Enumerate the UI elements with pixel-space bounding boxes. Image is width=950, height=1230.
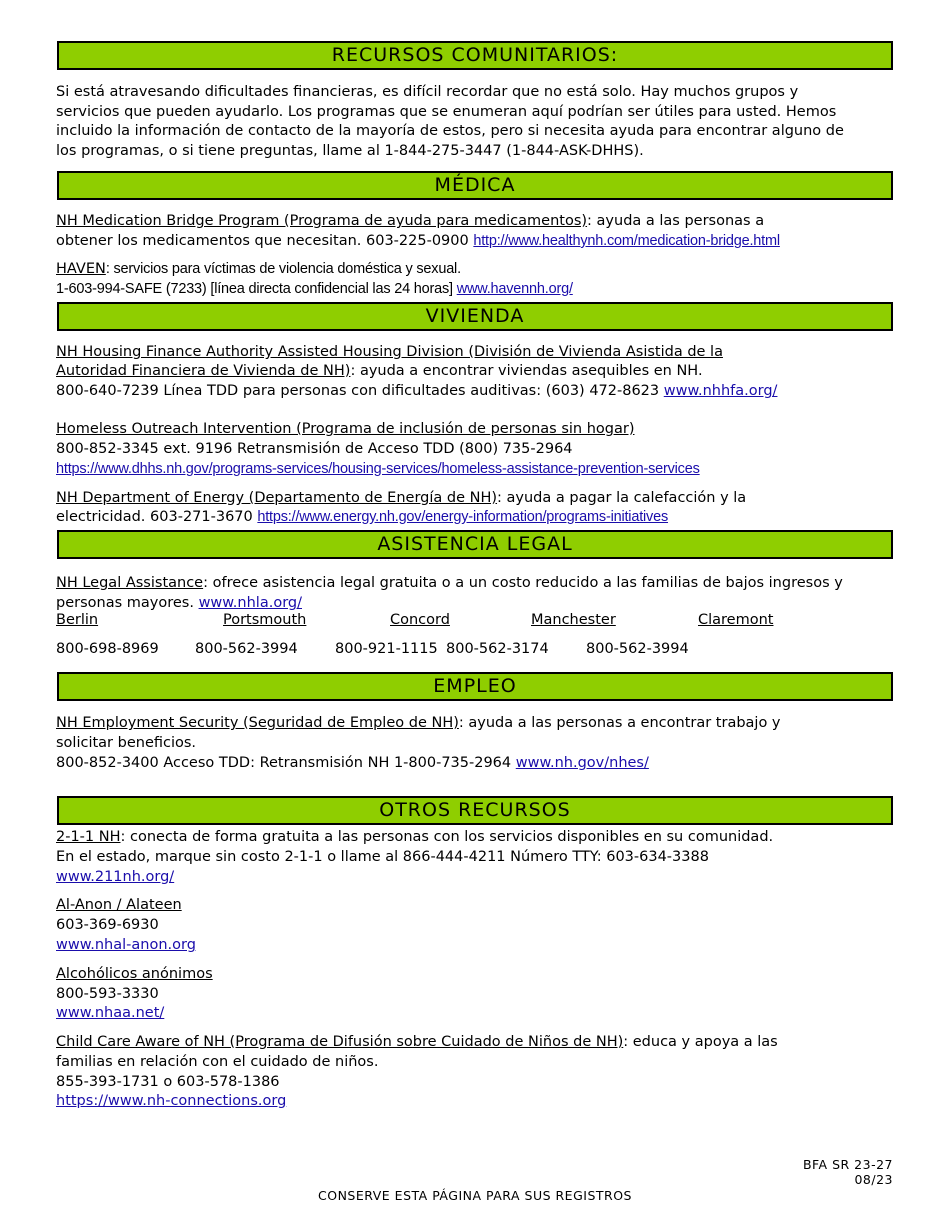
homeless-line-1 — [56, 419, 634, 439]
r211-desc-cont: En el estado, marque sin costo 2-1-1 o llame al 866-444-4211 Número TTY: 603-634-3388 — [56, 849, 709, 865]
form-id: BFA SR 23-27 — [802, 1157, 893, 1172]
r211-link[interactable]: www.211nh.org/ — [56, 869, 175, 885]
aa-line-3 — [56, 1003, 164, 1023]
homeless-link[interactable]: https://www.dhhs.nh.gov/programs-services/housing-services/homeless-assistance-prevention-services — [56, 461, 700, 477]
section-header-legal: ASISTENCIA LEGAL — [57, 530, 893, 559]
section-header-recursos: RECURSOS COMUNITARIOS: — [57, 41, 893, 70]
alanon-line-1 — [56, 895, 182, 915]
nhhfa-name-cont: Autoridad Financiera de Vivienda de NH) — [56, 363, 351, 379]
haven-phone: 1-603-994-SAFE (7233) [línea directa confidencial las 24 horas] — [56, 281, 457, 297]
r211-line-3 — [56, 867, 174, 887]
intro-line-2: servicios que pueden ayudarlo. Los programas que se enumeran aquí podrían ser útiles para usted. Hemos — [56, 104, 837, 120]
legal-desc: : ofrece asistencia legal gratuita o a un costo reducido a las familias de bajos ingresos y — [203, 575, 843, 591]
haven-name: HAVEN — [56, 261, 106, 277]
employment-line-1 — [56, 713, 781, 733]
section-header-otros: OTROS RECURSOS — [57, 796, 893, 825]
haven-line-1 — [56, 259, 461, 279]
childcare-name: Child Care Aware of NH (Programa de Difusión sobre Cuidado de Niños de NH) — [56, 1034, 624, 1050]
medication-bridge-line-1 — [56, 211, 764, 231]
aa-link[interactable]: www.nhaa.net/ — [56, 1005, 165, 1021]
aa-phone: 800-593-3330 — [56, 986, 159, 1002]
energy-desc: : ayuda a pagar la calefacción y la — [497, 490, 747, 506]
legal-office-phone: 800-698-8969 — [56, 641, 159, 657]
medication-bridge-phone: obtener los medicamentos que necesitan. 603-225-0900 — [56, 233, 474, 249]
employment-desc-cont: solicitar beneficios. — [56, 735, 197, 751]
haven-link[interactable]: www.havennh.org/ — [456, 281, 573, 297]
legal-office-city: Claremont — [698, 612, 774, 628]
r211-line-1 — [56, 827, 773, 847]
alanon-name: Al-Anon / Alateen — [56, 897, 182, 913]
nhhfa-line-1 — [56, 342, 723, 362]
homeless-phone: 800-852-3345 ext. 9196 Retransmisión de Acceso TDD (800) 735-2964 — [56, 441, 573, 457]
legal-desc-cont: personas mayores. — [56, 595, 199, 611]
homeless-line-3 — [56, 459, 700, 479]
form-date: 08/23 — [854, 1172, 893, 1187]
employment-name: NH Employment Security (Seguridad de Empleo de NH) — [56, 715, 459, 731]
legal-office-phone: 800-562-3994 — [195, 641, 298, 657]
haven-desc: : servicios para víctimas de violencia doméstica y sexual. — [105, 261, 461, 277]
childcare-phone: 855-393-1731 o 603-578-1386 — [56, 1074, 280, 1090]
legal-link[interactable]: www.nhla.org/ — [198, 595, 302, 611]
energy-link[interactable]: https://www.energy.nh.gov/energy-information/programs-initiatives — [257, 509, 669, 525]
childcare-line-1 — [56, 1032, 778, 1052]
medication-bridge-link[interactable]: http://www.healthynh.com/medication-bridge.html — [473, 233, 780, 249]
childcare-line-4 — [56, 1091, 286, 1111]
footer-note: CONSERVE ESTA PÁGINA PARA SUS REGISTROS — [318, 1188, 632, 1203]
legal-office-city: Concord — [390, 612, 450, 628]
r211-desc: : conecta de forma gratuita a las personas con los servicios disponibles en su comunidad. — [120, 829, 774, 845]
childcare-link[interactable]: https://www.nh-connections.org — [56, 1093, 287, 1109]
nhhfa-phone: 800-640-7239 Línea TDD para personas con dificultades auditivas: (603) 472-8623 — [56, 383, 664, 399]
homeless-name: Homeless Outreach Intervention (Programa de inclusión de personas sin hogar) — [56, 421, 635, 437]
section-header-empleo: EMPLEO — [57, 672, 893, 701]
employment-link[interactable]: www.nh.gov/nhes/ — [515, 755, 649, 771]
legal-office-phone: 800-921-1115 — [335, 641, 438, 657]
energy-name: NH Department of Energy (Departamento de Energía de NH) — [56, 490, 498, 506]
legal-line-1 — [56, 573, 843, 593]
nhhfa-line-3 — [56, 381, 777, 401]
alanon-line-3 — [56, 935, 196, 955]
employment-line-3 — [56, 753, 649, 773]
employment-phone: 800-852-3400 Acceso TDD: Retransmisión NH 1-800-735-2964 — [56, 755, 516, 771]
legal-office-phone: 800-562-3174 — [446, 641, 549, 657]
nhhfa-name: NH Housing Finance Authority Assisted Housing Division (División de Vivienda Asistida de la — [56, 344, 723, 360]
haven-line-2 — [56, 279, 573, 299]
legal-name: NH Legal Assistance — [56, 575, 204, 591]
legal-office-phone: 800-562-3994 — [586, 641, 689, 657]
r211-name: 2-1-1 NH — [56, 829, 121, 845]
intro-line-4: los programas, o si tiene preguntas, llame al 1-844-275-3447 (1-844-ASK-DHHS). — [56, 143, 644, 159]
alanon-link[interactable]: www.nhal-anon.org — [56, 937, 196, 953]
nhhfa-desc: : ayuda a encontrar viviendas asequibles en NH. — [350, 363, 703, 379]
legal-office-city: Portsmouth — [223, 612, 307, 628]
legal-office-city: Manchester — [531, 612, 616, 628]
section-header-vivienda: VIVIENDA — [57, 302, 893, 331]
nhhfa-line-2 — [56, 361, 703, 381]
energy-phone: electricidad. 603-271-3670 — [56, 509, 258, 525]
intro-line-1: Si está atravesando dificultades financieras, es difícil recordar que no está solo. Hay muchos grupos y — [56, 84, 799, 100]
section-header-medica: MÉDICA — [57, 171, 893, 200]
employment-desc: : ayuda a las personas a encontrar trabajo y — [458, 715, 781, 731]
legal-office-city: Berlin — [56, 612, 99, 628]
childcare-desc-cont: familias en relación con el cuidado de niños. — [56, 1054, 379, 1070]
aa-line-1 — [56, 964, 213, 984]
legal-line-2 — [56, 593, 302, 613]
energy-line-2 — [56, 507, 668, 527]
energy-line-1 — [56, 488, 746, 508]
medication-bridge-desc: : ayuda a las personas a — [587, 213, 765, 229]
medication-bridge-line-2 — [56, 231, 780, 251]
aa-name: Alcohólicos anónimos — [56, 966, 213, 982]
medication-bridge-name: NH Medication Bridge Program (Programa de ayuda para medicamentos) — [56, 213, 588, 229]
nhhfa-link[interactable]: www.nhhfa.org/ — [663, 383, 778, 399]
childcare-desc: : educa y apoya a las — [623, 1034, 778, 1050]
intro-line-3: incluido la información de contacto de la mayoría de estos, pero si necesita ayuda para encontrar alguno de — [56, 123, 844, 139]
alanon-phone: 603-369-6930 — [56, 917, 159, 933]
